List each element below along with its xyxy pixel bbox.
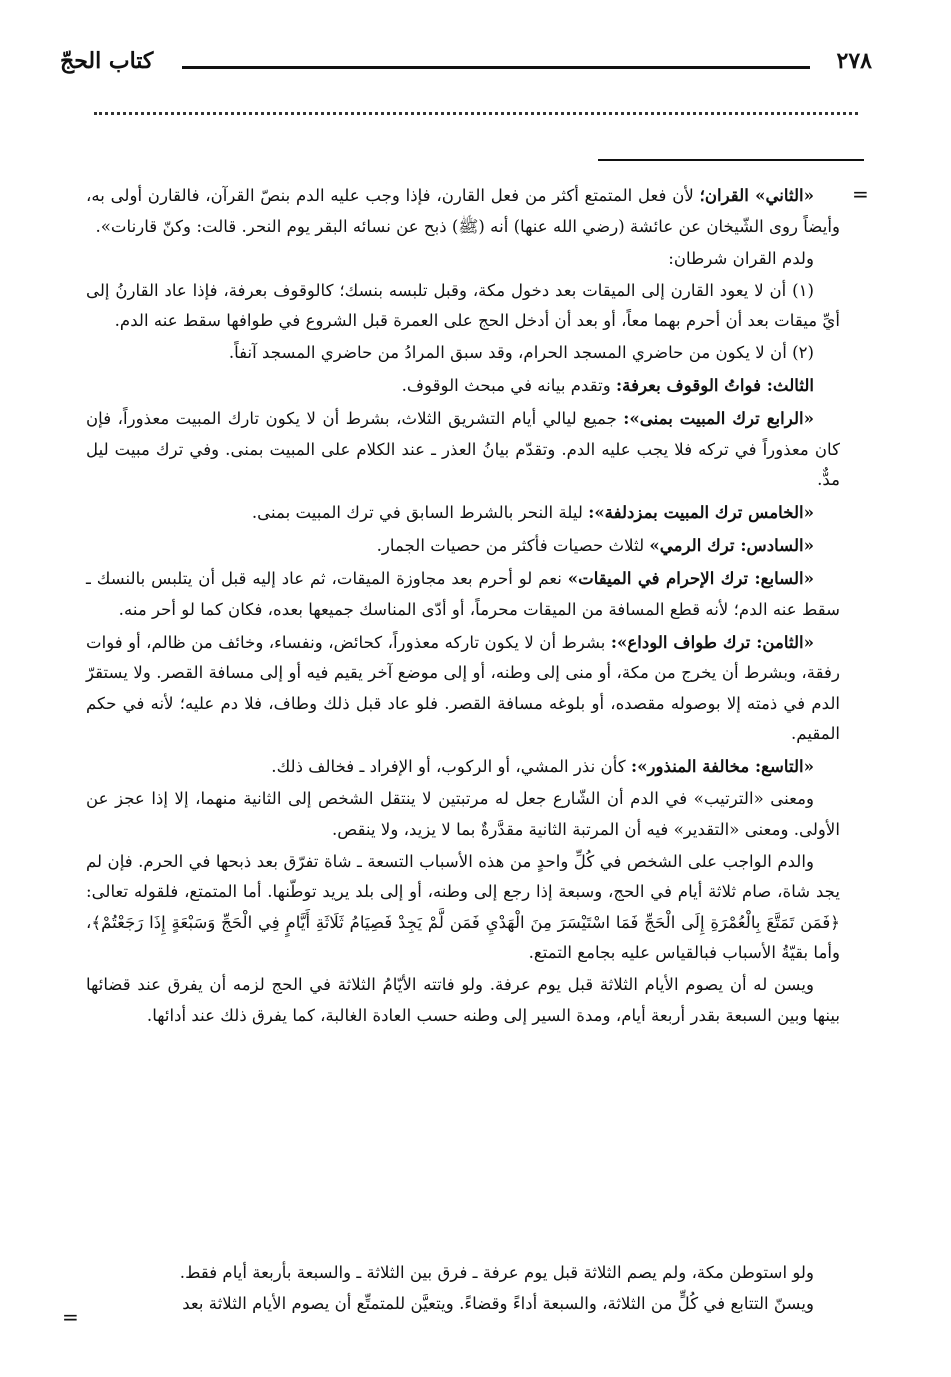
paragraph <box>86 970 840 1031</box>
paragraph: ولو استوطن مكة، ولم يصم الثلاثة قبل يوم عرفة ـ فرق بين الثلاثة ـ والسبعة بأربعة أيام فقط. <box>179 1263 814 1282</box>
dotted-separator <box>94 112 858 115</box>
paragraph-heading: «الخامس ترك المبيت بمزدلفة»: <box>588 502 814 522</box>
paragraph <box>86 403 840 496</box>
paragraph-text: كأن نذر المشي، أو الركوب، أو الإفراد ـ فخالف ذلك. <box>271 757 631 776</box>
continuation-mark-bottom: = <box>62 1305 79 1329</box>
paragraph <box>86 530 840 562</box>
paragraph-heading: «السادس: ترك الرمي» <box>649 535 814 555</box>
paragraph-text: لأن فعل المتمتع أكثر من فعل القارن، فإذا وجب عليه الدم بنصّ القرآن، فالقارن أولى به، وأيضاً روى الشّيخان عن عائشة (رضي الله عنها) أنه (ﷺ) ذبح عن نسائه البقر يوم النحر. قالت: وكنّ قارنات». <box>86 186 840 236</box>
paragraph-text: بشرط أن لا يكون تاركه معذوراً، كحائض، ونفساء، وخائف من ظالم، أو فوات رفقة، وبشرط أن يخرج من مكة، أو منى إلى وطنه، أو إلى موضع آخر يقيم فيه أو إلى مسافة القصر. ولا يستقرّ الدم في ذمته إلا بوصوله مقصده، أو بلوغه مسافة القصر. فلو عاد قبل ذلك وطاف، فلا دم عليه؛ لأنه في حكم المقيم. <box>86 632 840 743</box>
paragraph-heading: الثالث: فواتُ الوقوف بعرفة: <box>616 375 814 395</box>
paragraph-heading: «التاسع: مخالفة المنذور»: <box>630 756 814 776</box>
paragraph-text: نعم لو أحرم بعد مجاوزة الميقات، ثم عاد إليه قبل أن يتلبس بالنسك ـ سقط عنه الدم؛ لأنه قطع المسافة من الميقات محرماً، أو أدّى المناسك جميعها بعده، فكان كما لو أحر منه. <box>86 569 840 619</box>
paragraph-heading: «الثامن: ترك طواف الوداع»: <box>610 631 814 652</box>
paragraph-text: لثلاث حصيات فأكثر من حصيات الجمار. <box>376 536 650 555</box>
paragraph <box>86 244 840 275</box>
paragraph <box>86 784 840 845</box>
footnote-body <box>86 180 840 1033</box>
paragraph-text: (١) أن لا يعود القارن إلى الميقات بعد دخول مكة، وقبل تلبسه بنسك؛ كالوقوف بعرفة، فإذا عاد القارنُ إلى أيِّ ميقات بعد أن أحرم بهما معاً، أو بعد أن أدخل الحج على العمرة قبل الشروع في طوافها سقط عنه الدم. <box>86 280 840 330</box>
paragraph-heading: «الثاني» القران؛ <box>699 185 814 205</box>
paragraph-text: (٢) أن لا يكون من حاضري المسجد الحرام، وقد سبق المرادُ من حاضري المسجد آنفاً. <box>228 343 814 362</box>
paragraph-text: والدم الواجب على الشخص في كُلِّ واحدٍ من هذه الأسباب التسعة ـ شاة تفرّق بعد ذبحها في الحرم. فإن لم يجد شاة، صام ثلاثة أيام في الحج، وسبعة إذا رجع إلى وطنه، أو إلى بلد يريد توطّنها. أما المتمتع، فلقوله تعالى: ﴿فَمَن تَمَتَّعَ بِالْعُمْرَةِ إِلَى الْحَجِّ فَمَا اسْتَيْسَرَ مِنَ الْهَدْيِ فَمَن لَّمْ يَجِدْ فَصِيَامُ ثَلَاثَةِ أَيَّامٍ فِي الْحَجِّ وَسَبْعَةٍ إِذَا رَجَعْتُمْ﴾، وأما بقيّةُ الأسباب فبالقياس عليه بجامع التمتع. <box>86 851 840 962</box>
header-rule <box>182 66 810 69</box>
page-number: ٢٧٨ <box>836 48 872 74</box>
paragraph <box>86 370 840 402</box>
footnote-separator <box>598 159 864 161</box>
paragraph-text: جميع ليالي أيام التشريق الثلاث، بشرط أن لا يكون تارك المبيت معذوراً، فإن كان معذوراً في تركه فلا يجب عليه الدم. وتقدّم بيانُ العذر ـ عند الكلام على المبيت بمنى. وفي ترك مبيت ليل مدٌّ. <box>86 409 840 489</box>
continuation-mark-top: = <box>852 182 869 206</box>
page-header <box>60 44 872 84</box>
paragraph <box>86 497 840 529</box>
paragraph: ويسنّ التتابع في كُلٍّ من الثلاثة، والسبعة أداءً وقضاءً. ويتعيَّن للمتمتِّع أن يصوم الأيام الثلاثة بعد <box>182 1293 814 1313</box>
paragraph-heading: «الرابع ترك المبيت بمنى»: <box>623 408 814 428</box>
paragraph <box>86 847 840 969</box>
footnote-continuation <box>86 1258 840 1319</box>
paragraph-text: وتقدم بيانه في مبحث الوقوف. <box>401 376 617 395</box>
paragraph <box>86 751 840 783</box>
paragraph-text: ويسن له أن يصوم الأيام الثلاثة قبل يوم عرفة. ولو فاتته الأيّامُ الثلاثة في الحج لزمه أن يفرق عند قضائها بينها وبين السبعة بقدر أربعة أيام، ومدة السير إلى وطنه حسب العادة الغالبة، كما يفرق ذلك عند أدائها. <box>86 975 840 1025</box>
paragraph <box>86 338 840 369</box>
paragraph <box>86 180 840 242</box>
paragraph <box>86 563 840 625</box>
paragraph <box>86 276 840 337</box>
paragraph-heading: «السابع: ترك الإحرام في الميقات» <box>567 568 814 588</box>
paragraph-text: ليلة النحر بالشرط السابق في ترك المبيت بمنى. <box>251 503 589 522</box>
paragraph <box>86 627 840 750</box>
paragraph-text: ومعنى «الترتيب» في الدم أن الشّارع جعل له مرتبتين لا ينتقل الشخص إلى الثانية منهما، إلا إذا عجز عن الأولى. ومعنى «التقدير» فيه أن المرتبة الثانية مقدَّرةٌ بما لا يزيد، ولا ينقص. <box>86 789 840 839</box>
book-title: كتاب الحجّ <box>60 48 154 74</box>
paragraph-text: ولدم القران شرطان: <box>668 248 814 268</box>
